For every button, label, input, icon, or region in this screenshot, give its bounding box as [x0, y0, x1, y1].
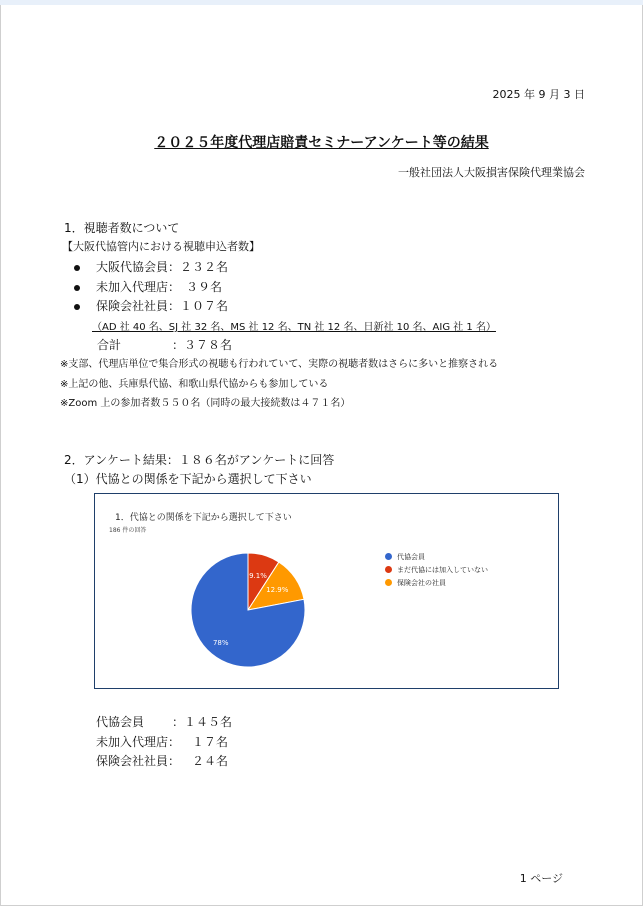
document-title-text: ２０２５年度代理店賠責セミナーアンケート等の結果	[154, 135, 489, 151]
tally-nonmembers-value: １７名	[192, 735, 229, 749]
pie-chart	[95, 494, 558, 688]
pie-slice-label-2: 12.9%	[266, 586, 289, 595]
tally-insurers-value: ２４名	[192, 754, 229, 768]
section1-subheading: 【大阪代協管内における視聴申込者数】	[62, 240, 260, 253]
legend-item-1	[385, 563, 488, 576]
tally-nonmembers-label: 未加入代理店：	[96, 735, 181, 749]
section1-heading: 1．視聴者数について	[64, 221, 180, 235]
attendee-item-label: 保険会社社員：１０７名	[96, 299, 229, 313]
legend-label: 保険会社の社員	[397, 578, 446, 587]
note-2: ※上記の他、兵庫県代協、和歌山県代協からも参加している	[60, 379, 329, 390]
document-date: 2025 年 9 月 3 日	[492, 88, 585, 101]
tally-members-label: 代協会員	[96, 715, 145, 729]
tally-insurers-label: 保険会社社員：	[96, 754, 181, 768]
pie-slice-label-0: 78%	[212, 638, 229, 647]
attendee-item-members	[74, 258, 228, 275]
legend-item-2	[385, 576, 488, 589]
attendee-item-insurers	[74, 297, 228, 314]
legend-swatch-icon	[385, 579, 392, 586]
pie-chart-panel	[94, 493, 559, 689]
insurer-breakdown: （AD 社 40 名、SJ 社 32 名、MS 社 12 名、TN 社 12 名、日新社 10 名、AIG 社 1 名）	[92, 322, 496, 333]
legend-label: まだ代協には加入していない	[397, 565, 488, 574]
chart-legend	[385, 550, 488, 589]
section2-heading: 2．アンケート結果：１８６名がアンケートに回答	[64, 453, 335, 467]
attendee-item-label: 大阪代協会員：２３２名	[96, 260, 229, 274]
tally-members-value: ：１４５名	[172, 715, 233, 729]
attendee-item-label: 未加入代理店： ３９名	[96, 280, 223, 294]
legend-swatch-icon	[385, 566, 392, 573]
total-label: 合計	[97, 338, 122, 352]
chart-title: 1．代協との関係を下記から選択して下さい	[115, 513, 292, 523]
attendee-item-nonmembers	[74, 278, 222, 295]
pie-slice-label-1: 9.1%	[249, 572, 267, 581]
total-value: ：３７８名	[172, 338, 233, 352]
chart-subtitle: 186 件の回答	[109, 527, 147, 534]
organization-name: 一般社団法人大阪損害保険代理業協会	[398, 166, 585, 179]
legend-label: 代協会員	[397, 552, 425, 561]
bullet-icon	[74, 304, 80, 310]
survey-question: （1）代協との関係を下記から選択して下さい	[64, 472, 312, 486]
note-1: ※支部、代理店単位で集合形式の視聴も行われていて、実際の視聴者数はさらに多いと推察される	[60, 359, 499, 370]
legend-swatch-icon	[385, 553, 392, 560]
document-title	[0, 132, 643, 152]
bullet-icon	[74, 285, 80, 291]
bullet-icon	[74, 265, 80, 271]
note-3: ※Zoom 上の参加者数５５０名（同時の最大接続数は４７１名）	[60, 398, 351, 409]
legend-item-0	[385, 550, 488, 563]
page-number: 1 ページ	[519, 872, 563, 885]
